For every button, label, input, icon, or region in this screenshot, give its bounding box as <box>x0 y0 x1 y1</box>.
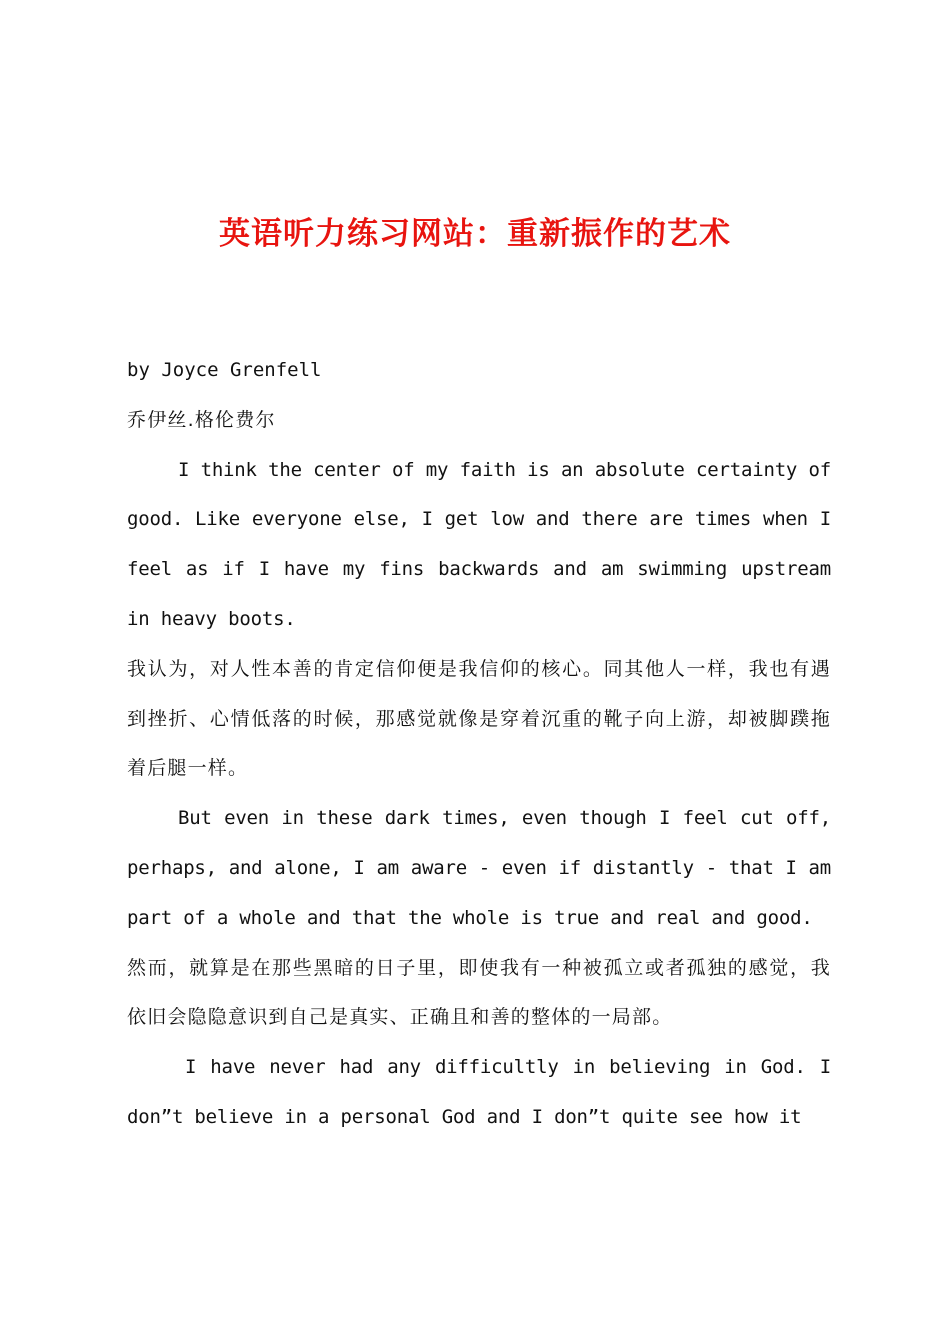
document-body <box>127 346 831 1143</box>
paragraph-text: I think the center of my faith is an absolute certainty of good. Like everyone else, I get low and there are times when I feel as if I have my fins backwards and am swimming upstream in heavy boots. <box>127 458 831 630</box>
paragraph-chinese-2: 然而，就算是在那些黑暗的日子里，即使我有一种被孤立或者孤独的感觉，我依旧会隐隐意识到自己是真实、正确且和善的整体的一局部。 <box>127 956 831 1029</box>
paragraph-english-2 <box>127 794 831 943</box>
document-title: 英语听力练习网站：重新振作的艺术 <box>219 216 731 252</box>
author-english: by Joyce Grenfell <box>127 359 322 381</box>
paragraph-english-3 <box>127 1043 831 1143</box>
paragraph-chinese-1: 我认为，对人性本善的肯定信仰便是我信仰的核心。同其他人一样，我也有遇到挫折、心情低落的时候，那感觉就像是穿着沉重的靴子向上游，却被脚蹼拖着后腿一样。 <box>127 657 831 780</box>
author-chinese: 乔伊丝.格伦费尔 <box>127 408 276 431</box>
paragraph-text: But even in these dark times, even though I feel cut off, perhaps, and alone, I am aware - even if distantly - that I am part of a whole and that the whole is true and real and good. <box>127 807 831 929</box>
paragraph-english-1 <box>127 446 831 645</box>
paragraph-text: I have never had any difficultly in believing in God. I don”t believe in a personal God and I don”t quite see how it <box>127 1056 831 1128</box>
